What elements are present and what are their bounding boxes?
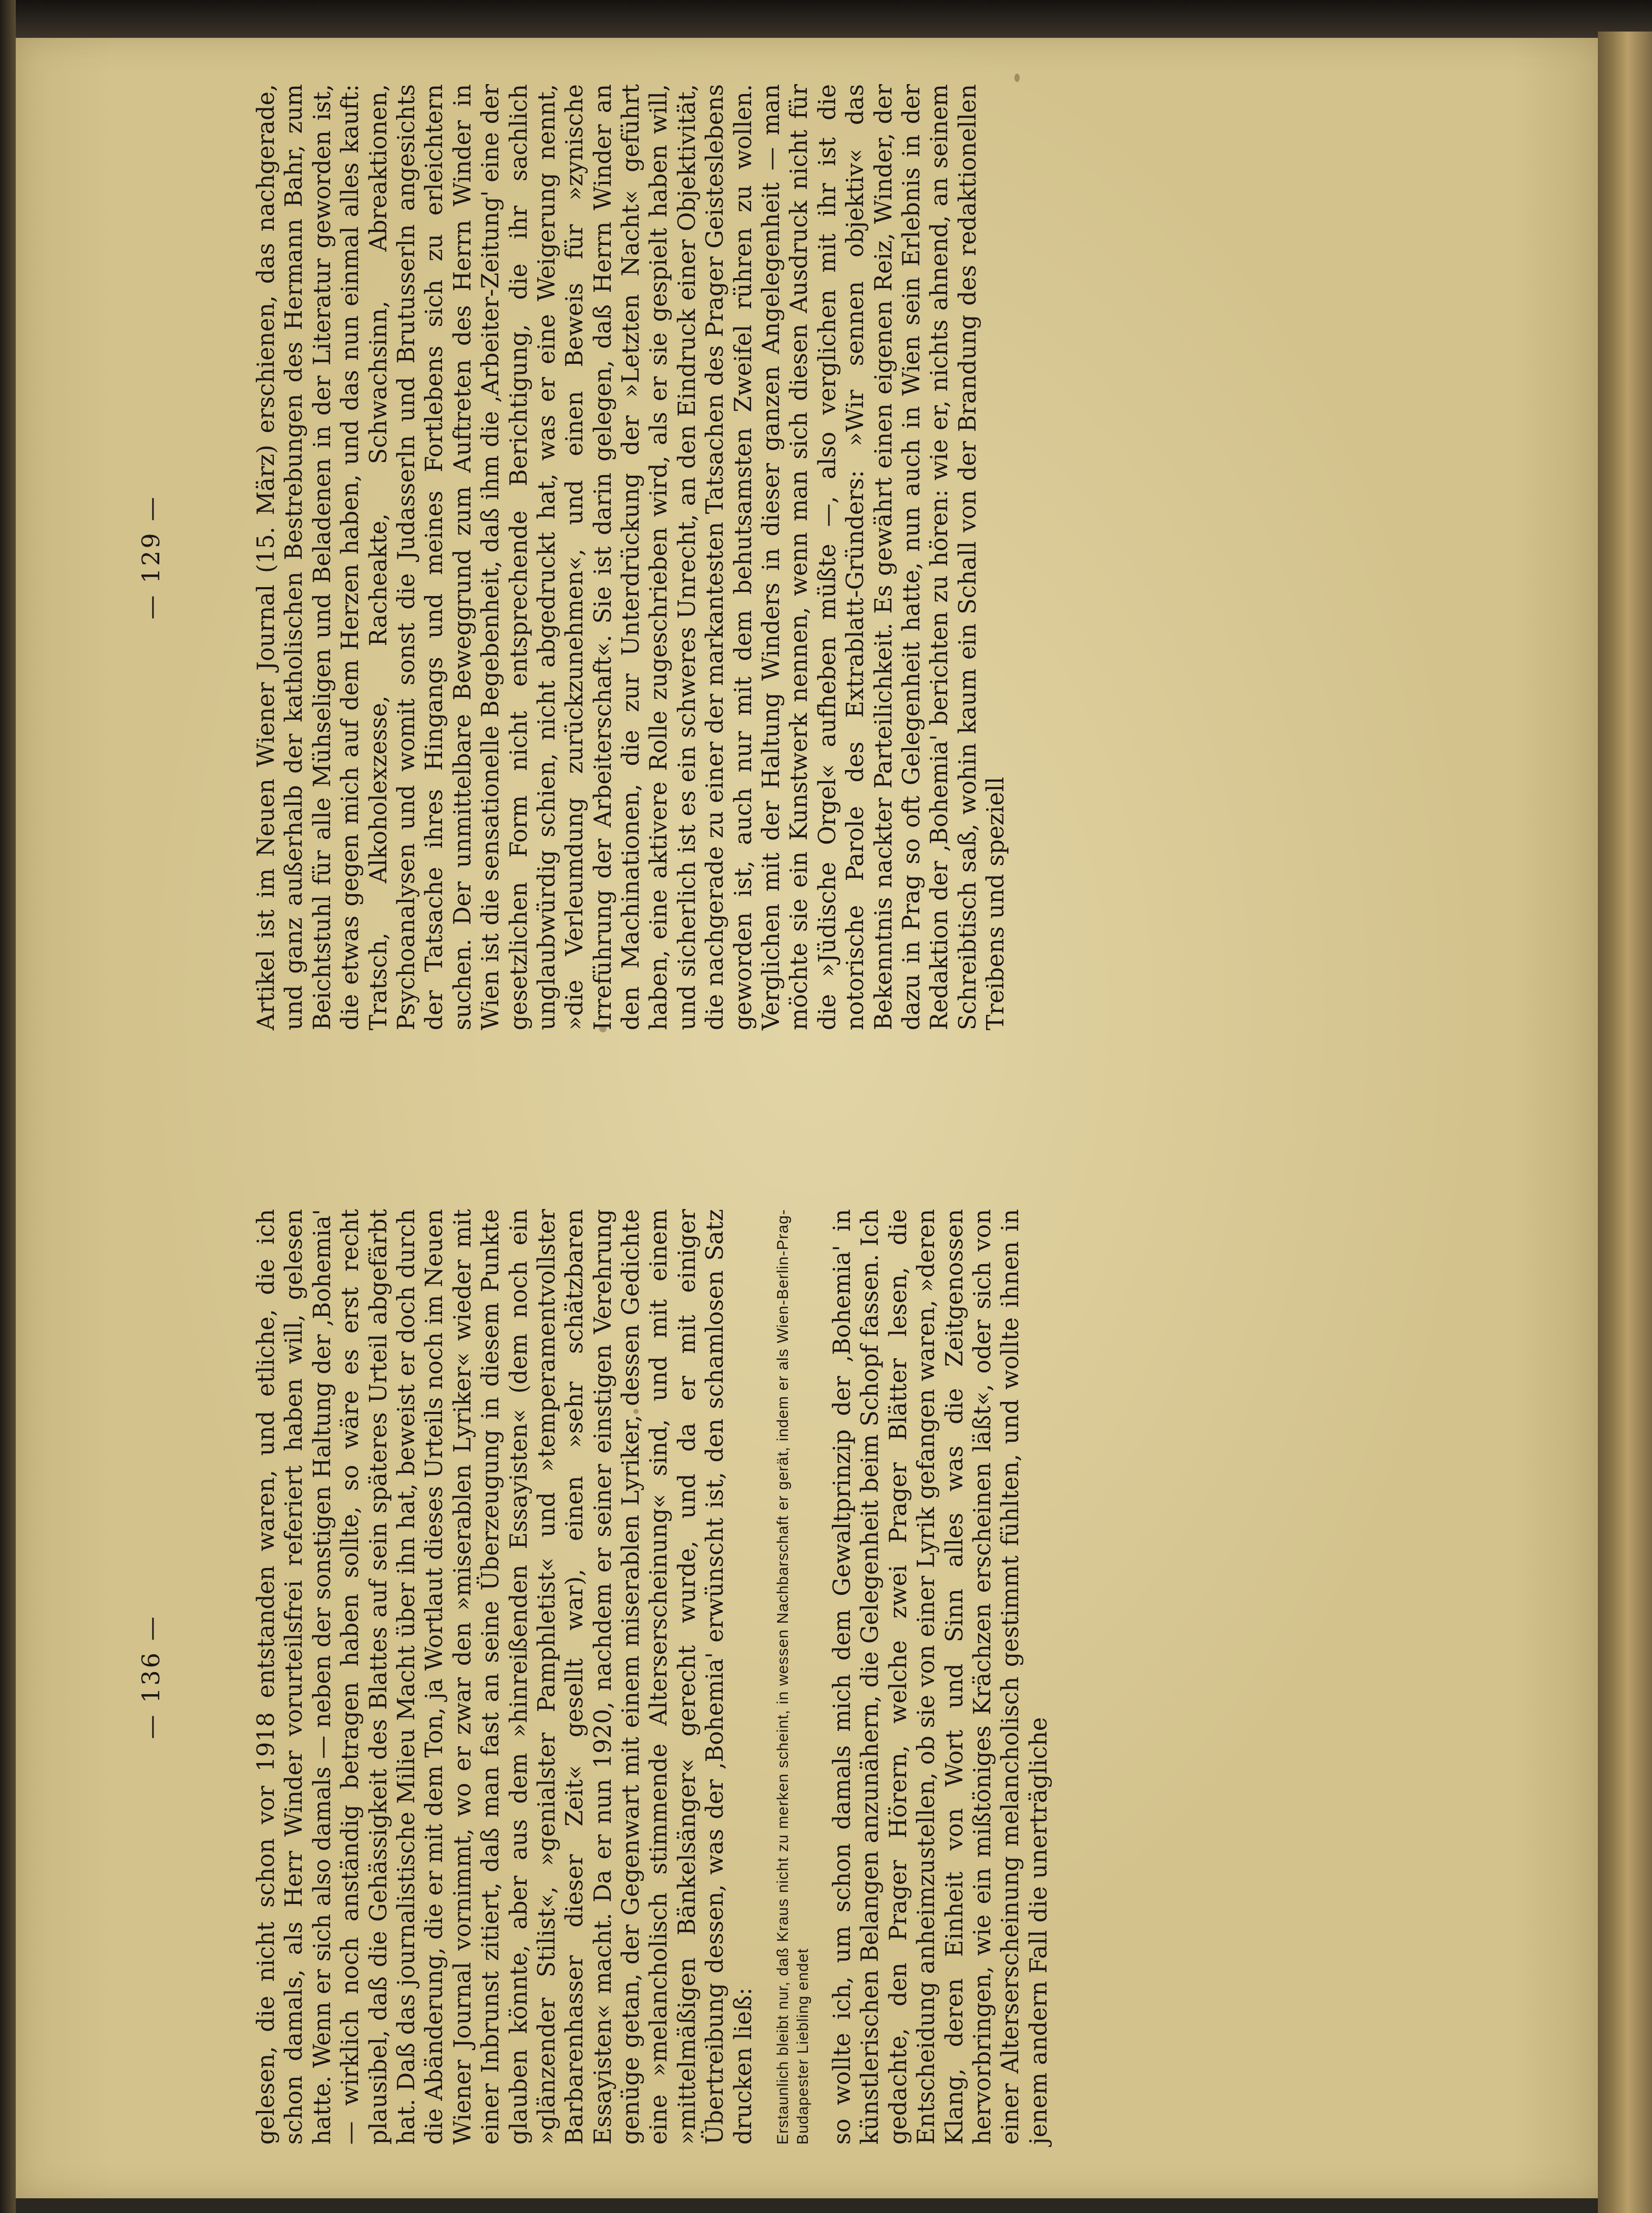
left-footnote: Erstaunlich bleibt nur, daß Kraus nicht zu merken scheint, in wessen Nachbarschaft er gerät, indem er als Wien-Berlin-Prag-Budapester Liebling endet — [774, 1209, 812, 2145]
left-page — [137, 1209, 1482, 2145]
scan-background-top — [0, 0, 1652, 38]
right-paragraph-1: Artikel ist im Neuen Wiener Journal (15. März) erschienen, das nachgerade, und ganz außerhalb der katholischen Bestrebungen des Hermann Bahr, zum Beichtstuhl für alle Mühseligen und Beladenen in der Literatur geworden ist, die etwas gegen mich auf dem Herzen haben, und das nun einmal alles kauft: Tratsch, Alkoholexzesse, Racheakte, Schwachsinn, Abreaktionen, Psychoanalysen und womit sonst die Judasserln und Brutusserln angesichts der Tatsache ihres Hingangs und meines Fortlebens sich zu erleichtern suchen. Der unmittelbare Beweggrund zum Auftreten des Herrn Winder in Wien ist die sensationelle Begebenheit, daß ihm die ‚Arbeiter-Zeitung' eine der gesetzlichen Form nicht entsprechende Berichtigung, die ihr sachlich unglaubwürdig schien, nicht abgedruckt hat, was er eine Weigerung nennt, »die Verleumdung zurückzunehmen«, und einen Beweis für »zynische Irreführung der Arbeiterschaft«. Sie ist darin gelegen, daß Herrn Winder an den Machinationen, die zur Unterdrückung der »Letzten Nacht« geführt haben, eine aktivere Rolle zugeschrieben wird, als er sie gespielt haben will, und sicherlich ist es ein schweres Unrecht, an den Eindruck einer Objektivität, die nachgerade zu einer der markantesten Tatsachen des Prager Geisteslebens geworden ist, auch nur mit dem behutsamsten Zweifel rühren zu wollen. Verglichen mit der Haltung Winders in dieser ganzen Angelegenheit — man möchte sie ein Kunstwerk nennen, wenn man sich diesen Ausdruck nicht für die »Jüdische Orgel« aufheben müßte —, also verglichen mit ihr ist die notorische Parole des Extrablatt-Gründers: »Wir sennen objektiv« das Bekenntnis nackter Parteilichkeit. Es gewährt einen eigenen Reiz, Winder, der dazu in Prag so oft Gelegenheit hatte, nun auch in Wien sein Erlebnis in der Redaktion der ‚Bohemia' berichten zu hören: wie er, nichts ahnend, an seinem Schreibtisch saß, wohin kaum ein Schall von der Brandung des redaktionellen Treibens und speziell — [253, 84, 1010, 1030]
left-page-text — [252, 1209, 1053, 2145]
right-page — [137, 84, 1482, 1030]
page-number-left: — 136 — — [137, 1614, 165, 1739]
book-spine-edge — [1598, 32, 1652, 2213]
left-paragraph-1: gelesen, die nicht schon vor 1918 entstanden waren, und etliche, die ich schon damals, als Herr Winder vorurteilsfrei referiert haben will, gelesen hatte. Wenn er sich also damals — neben der sonstigen Haltung der ‚Bohemia' — wirklich noch anständig betragen haben sollte, so wäre es erst recht plausibel, daß die Gehässigkeit des Blattes auf sein späteres Urteil abgefärbt hat. Daß das journalistische Milieu Macht über ihn hat, beweist er doch durch die Abänderung, die er mit dem Ton, ja Wortlaut dieses Urteils noch im Neuen Wiener Journal vornimmt, wo er zwar den »miserablen Lyriker« wieder mit einer Inbrunst zitiert, daß man fast an seine Überzeugung in diesem Punkte glauben könnte, aber aus dem »hinreißenden Essayisten« (dem noch ein »glänzender Stilist«, »genialster Pamphletist« und »temperamentvollster Barbarenhasser dieser Zeit« gesellt war), einen »sehr schätzbaren Essayisten« macht. Da er nun 1920, nachdem er seiner einstigen Verehrung genüge getan, der Gegenwart mit einem miserablen Lyriker, dessen Gedichte eine »melancholisch stimmende Alterserscheinung« sind, und mit einem »mittelmäßigen Bänkelsänger« gerecht wurde, und da er mit einiger Übertreibung dessen, was der ‚Bohemia' erwünscht ist, den schamlosen Satz drucken ließ: — [253, 1209, 757, 2145]
page-number-right: — 129 — — [137, 495, 165, 620]
scan-background-left — [0, 0, 16, 2213]
right-page-text — [252, 84, 1010, 1030]
left-paragraph-2: so wollte ich, um schon damals mich dem Gewaltprinzip der ‚Bohemia' in künstlerischen Belangen anzunähern, die Gelegenheit beim Schopf fassen. Ich gedachte, den Prager Hörern, welche zwei Prager Blätter lesen, die Entscheidung anheimzustellen, ob sie von einer Lyrik gefangen waren, »deren Klang, deren Einheit von Wort und Sinn alles was die Zeitgenossen hervorbringen, wie ein mißtöniges Krächzen erscheinen läßt«, oder sich von einer Alterserscheinung melancholisch gestimmt fühlten, und wollte ihnen in jenem andern Fall die unerträgliche — [829, 1209, 1052, 2145]
rotated-page-spread — [137, 79, 1482, 2145]
